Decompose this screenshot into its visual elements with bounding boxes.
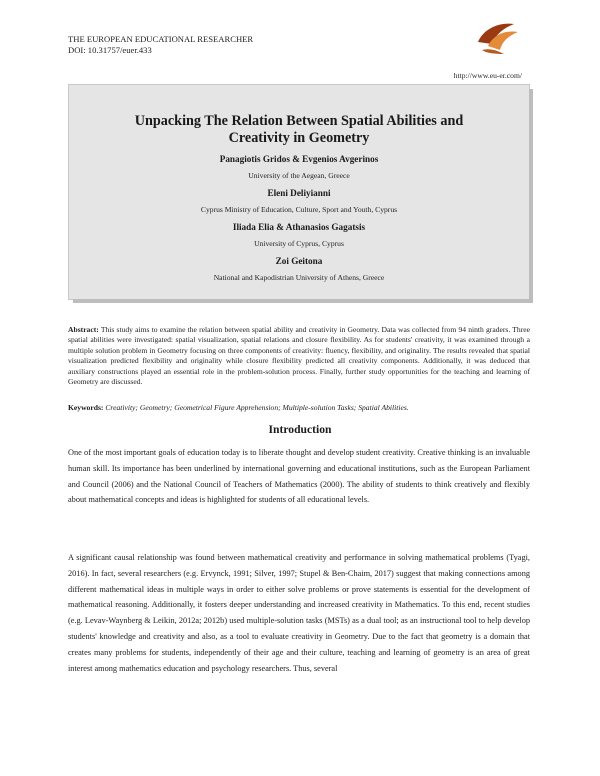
- body-paragraph: One of the most important goals of education today is to liberate thought and develop student creativity. Creative thinking is an invaluable human skill. Its importance has been underlined by international governing and educational institutions, such as the European Parliament and Council (2006) and the National Council of Teachers of Mathematics (2000). The ability of students to think creatively and flexibly about mathematical concepts and ideas is highlighted for students of all educational levels.: [68, 448, 530, 505]
- abstract-text: This study aims to examine the relation between spatial ability and creativity in Geometry. Data was collected from 94 ninth graders. Three spatial abilities were investigated: spatial visualization, spatial relations and closure flexibility. As for students' creativity, it was examined through a multiple solution problem in Geometry focusing on three components of creativity: fluency, flexibility, and originality. The results revealed that spatial visualization predicted flexibility and originality while closure flexibility predicted all creativity components. Additionally, it was deduced that auxiliary constructions played an essential role in the problem-solution process. Finally, further study opportunities for the teaching and learning of Geometry are discussed.: [68, 325, 530, 387]
- journal-header: [68, 34, 253, 56]
- journal-name: THE EUROPEAN EDUCATIONAL RESEARCHER: [68, 34, 254, 44]
- title-block: [68, 84, 530, 300]
- section-heading-introduction: Introduction: [268, 423, 332, 436]
- author-affiliation: National and Kapodistrian University of Athens, Greece: [213, 273, 385, 282]
- title-box-shadow-right: [529, 89, 533, 303]
- keywords: [68, 403, 530, 413]
- author-names: Panagiotis Gridos & Evgenios Avgerinos: [219, 154, 379, 164]
- doi: DOI: 10.31757/euer.433: [68, 45, 152, 55]
- abstract-label: Abstract:: [68, 325, 99, 334]
- journal-logo-icon: [474, 20, 522, 56]
- author-affiliation: Cyprus Ministry of Education, Culture, Sport and Youth, Cyprus: [200, 205, 398, 214]
- author-names: Eleni Deliyianni: [267, 188, 331, 198]
- keywords-text: Creativity; Geometry; Geometrical Figure Apprehension; Multiple-solution Tasks; Spatial Abilities.: [105, 403, 409, 412]
- author-affiliation: University of the Aegean, Greece: [248, 171, 350, 180]
- journal-url[interactable]: http://www.eu-er.com/: [453, 71, 522, 80]
- body-paragraph: A significant causal relationship was found between mathematical creativity and performance in solving mathematical problems (Tyagi, 2016). In fact, several researchers (e.g. Ervynck, 1991; Silver, 1997; Stupel & Ben-Chaim, 2017) suggest that making connections among different mathematical ideas in multiple ways in order to either solve problems or prove statements is essential for the development of mathematical reasoning. Additionally, it fosters deeper understanding and increased creativity in Mathematics. To this end, recent studies (e.g. Levav-Waynberg & Leikin, 2012a; 2012b) used multiple-solution tasks (MSTs) as a dual tool; as an instructional tool to help develop students' knowledge and creativity and also, as a tool to evaluate creativity in Geometry. Due to the fact that geometry is a domain that creates many problems for students, independently of their age and their culture, teaching and learning of geometry is an area of great interest among mathematics education and psychology researchers. Thus, several: [68, 553, 530, 673]
- abstract: [68, 325, 530, 387]
- title-box-shadow-bottom: [73, 299, 533, 303]
- paper-title: Unpacking The Relation Between Spatial Abilities and Creativity in Geometry: [134, 113, 464, 146]
- author-names: Iliada Elia & Athanasios Gagatsis: [232, 222, 366, 232]
- author-names: Zoi Geitona: [275, 256, 323, 266]
- keywords-label: Keywords:: [68, 403, 104, 412]
- author-affiliation: University of Cyprus, Cyprus: [254, 239, 344, 248]
